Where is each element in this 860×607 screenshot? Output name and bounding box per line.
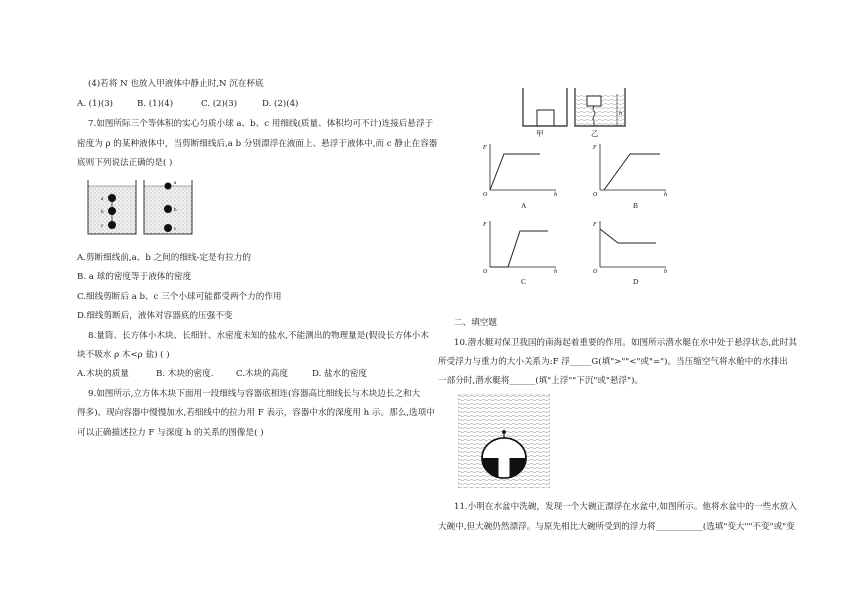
q6-option-4: (4)若将 N 也放入甲液体中静止时,N 沉在杯底	[88, 79, 264, 89]
q7-container-left	[88, 180, 136, 234]
label-b-left: b	[101, 210, 104, 215]
q6-choice-b: B. (1)(4)	[137, 99, 174, 109]
graph-b	[590, 140, 670, 196]
graph-b-label: B	[633, 201, 639, 210]
label-b-right: b	[174, 208, 177, 213]
q8-choice-a: A.木块的质量	[77, 369, 129, 379]
graph-d-x-axis: h	[664, 269, 667, 273]
graph-b-x-axis: h	[664, 192, 667, 196]
container-jia	[523, 88, 567, 126]
graph-c-origin: O	[483, 269, 488, 273]
q9-line-1: 9.如图所示,立方体木块下面用一段细线与容器底相连(容器高比细线长与木块边长之和大	[88, 389, 421, 399]
label-c-right: c	[174, 227, 177, 232]
q7-line-2: 密度为 ρ 的某种液体中，当剪断细线后,a b 分别漂浮在液面上、悬浮于液体中,而 c 静止在容器	[77, 139, 438, 149]
q7-figure	[86, 176, 196, 236]
q8-choice-c: C.木块的高度	[236, 369, 288, 379]
graph-a	[480, 140, 560, 196]
q9-line-3: 可以正确描述拉力 F 与深度 h 的关系的图像是( )	[77, 428, 264, 438]
graph-d-label: D	[633, 277, 639, 286]
q7-option-a: A.剪断细线前,a、b 之间的细线-定是有拉力的	[77, 253, 252, 263]
label-jia: 甲	[536, 129, 544, 138]
graph-a-label: A	[521, 201, 527, 210]
graph-c-x-axis: h	[554, 269, 557, 273]
container-yi	[575, 88, 625, 126]
graph-c-y-axis: F	[483, 222, 487, 228]
graph-b-y-axis: F	[593, 145, 597, 151]
ball-b-after	[164, 205, 172, 213]
ball-b-before	[108, 207, 116, 215]
graph-d	[590, 217, 670, 273]
label-a-right: a	[174, 181, 177, 186]
label-yi: 乙	[591, 129, 599, 138]
ball-c-after	[164, 224, 172, 232]
q7-line-3: 底则下列说法正确的是( )	[77, 158, 173, 168]
graph-a-origin: O	[483, 192, 488, 196]
ball-a-before	[108, 194, 116, 202]
ball-a-after	[165, 183, 172, 190]
q7-line-1: 7.如图所际三个等体积的实心匀质小球 a、b、c 用细线(质量、体积均可不计)连接后悬浮于	[88, 119, 434, 129]
q11-line-1: 11.小明在水盆中洗碗，发现一个大碗正漂浮在水盆中,如图所示。他将水盆中的一些水放入	[454, 502, 797, 512]
graph-a-y-axis: F	[483, 145, 487, 151]
ball-c-before	[108, 221, 116, 229]
section-2-title: 二、填空题	[454, 318, 497, 328]
q10-line-3: 一部分时,潜水艇将______(填"上浮""下沉"或"悬浮")。	[438, 376, 644, 386]
graph-c	[480, 217, 560, 273]
q10-line-2: 所受浮力与重力的大小关系为:F 浮_____G(填">""<"或"=")。当压缩空气将水舱中的水排出	[438, 357, 788, 367]
q10-line-1: 10.潜水艇对保卫我国的南海起着重要的作用。如图所示潜水艇在水中处于悬浮状态,此时其	[454, 338, 797, 348]
q7-option-c: C.细线剪断后 a b、c 三个小球可能都受两个力的作用	[77, 292, 282, 302]
q8-choice-b: B. 木块的密度.	[156, 369, 214, 379]
q8-line-2: 块不吸水 ρ 木<ρ 盐) ( )	[77, 350, 170, 360]
q6-choice-a: A. (1)(3)	[77, 99, 114, 109]
label-a-left: a	[101, 197, 104, 202]
graph-b-origin: O	[593, 192, 598, 196]
q8-choice-d: D. 盐水的密度	[312, 369, 368, 379]
q9-line-2: 得多)。现向容器中慢慢加水,若细线中的拉力用 F 表示，容器中水的深度用 h 示。那么,选项中	[77, 408, 435, 418]
graph-d-origin: O	[593, 269, 598, 273]
label-c-left: c	[101, 224, 104, 229]
graph-d-y-axis: F	[593, 222, 597, 228]
h-label: h	[619, 111, 622, 117]
graph-a-x-axis: h	[554, 192, 557, 196]
q6-choice-d: D. (2)(4)	[262, 99, 299, 109]
q8-line-1: 8.量筒、长方体小木块、长细针、水密度未知的盐水,不能测出的物理量是(假设长方体小木	[88, 331, 429, 341]
submarine-figure	[458, 394, 550, 488]
graph-c-label: C	[521, 277, 527, 286]
q7-option-b: B. a 球的密度等于液体的密度	[77, 272, 192, 282]
q11-line-2: 大碗中,但大碗仍然漂浮。与原先相比大碗所受到的浮力将___________(选填"变大""不变"或"变	[438, 522, 795, 532]
q7-option-d: D.细线剪断后，液体对容器底的压强不变	[77, 311, 233, 321]
q7-container-right	[144, 180, 192, 234]
q6-choice-c: C. (2)(3)	[201, 99, 238, 109]
